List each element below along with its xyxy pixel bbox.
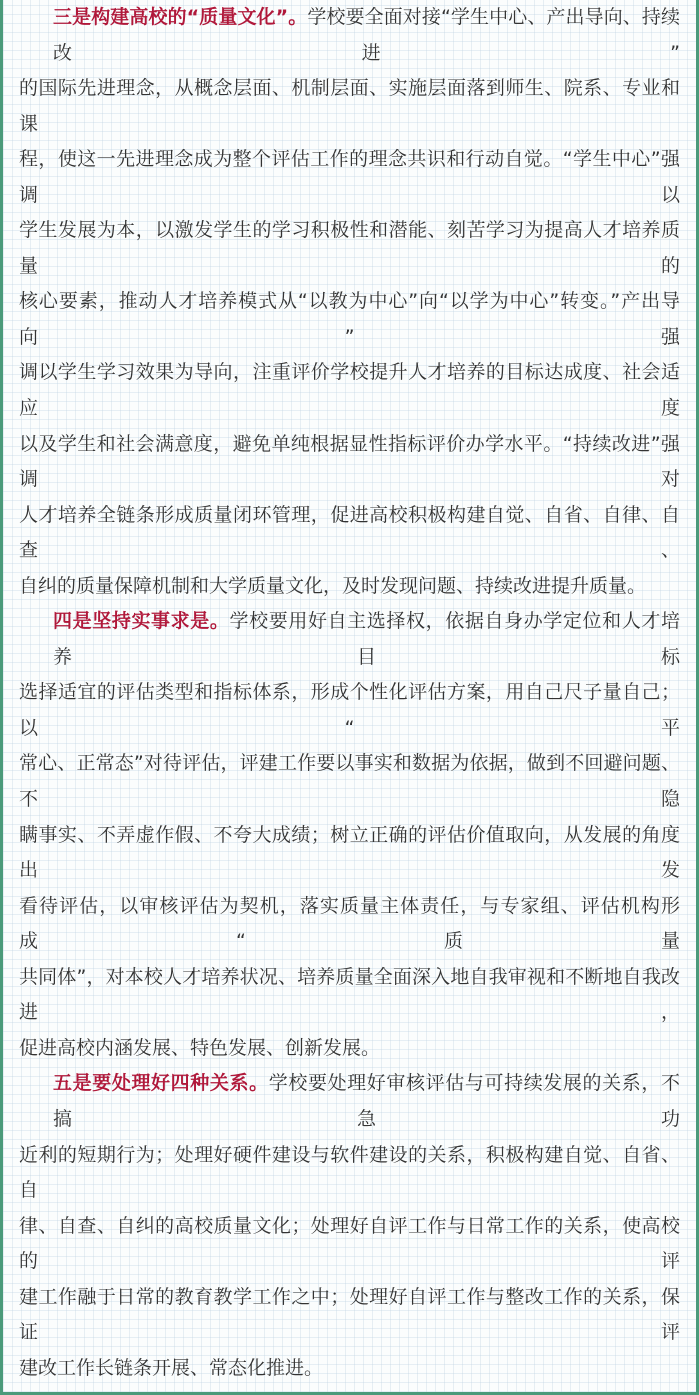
paragraph-text: 建工作融于日常的教育教学工作之中；处理好自评工作与整改工作的关系，保证评 xyxy=(19,1285,680,1344)
text-line xyxy=(19,0,680,71)
paragraph-text: 的国际先进理念，从概念层面、机制层面、实施层面落到师生、院系、专业和课 xyxy=(19,77,680,135)
paragraph-text: 近利的短期行为；处理好硬件建设与软件建设的关系，积极构建自觉、自省、自 xyxy=(19,1143,680,1202)
paragraph-text: 常心、正常态”对待评估，评建工作要以事实和数据为依据，做到不回避问题、不隐 xyxy=(19,752,680,811)
paragraph-text: 核心要素，推动人才培养模式从“以教为中心”向“以学为中心”转变。”产出导向”强 xyxy=(19,290,680,348)
paragraph-text: 以及学生和社会满意度，避免单纯根据显性指标评价办学水平。“持续改进”强调对 xyxy=(19,432,680,491)
paragraph-text: 学生发展为本，以激发学生的学习积极性和潜能、刻苦学习为提高人才培养质量的 xyxy=(19,219,680,277)
paragraph-text: 学校要处理好审核评估与可持续发展的关系，不搞急功 xyxy=(53,1072,680,1130)
paragraph-text: 学校要用好自主选择权，依据自身办学定位和人才培养目标 xyxy=(53,610,680,668)
text-line xyxy=(19,213,680,284)
text-line xyxy=(19,142,680,213)
text-line xyxy=(19,746,680,817)
text-line xyxy=(19,675,680,746)
text-line xyxy=(19,1138,680,1209)
paragraph-text: 促进高校内涵发展、特色发展、创新发展。 xyxy=(19,1036,381,1059)
text-line xyxy=(19,1351,680,1387)
paragraph-text: 自纠的质量保障机制和大学质量文化，及时发现问题、持续改进提升质量。 xyxy=(19,574,647,597)
paragraph-text: 调以学生学习效果为导向，注重评价学校提升人才培养的目标达成度、社会适应度 xyxy=(19,361,680,420)
paragraph-text: 程，使这一先进理念成为整个评估工作的理念共识和行动自觉。“学生中心”强调以 xyxy=(19,148,680,206)
text-line xyxy=(19,818,680,889)
text-line xyxy=(19,498,680,569)
text-line xyxy=(19,1066,680,1137)
paragraph-lead-heading: 三是构建高校的“质量文化”。 xyxy=(53,6,308,28)
text-line xyxy=(19,960,680,1031)
paragraph xyxy=(19,0,680,604)
paragraph-lead-heading: 五是要处理好四种关系。 xyxy=(53,1072,269,1095)
paragraph-text: 律、自查、自纠的高校质量文化；处理好自评工作与日常工作的关系，使高校的评 xyxy=(19,1214,680,1273)
text-line xyxy=(19,1280,680,1351)
paragraph-text: 共同体”，对本校人才培养状况、培养质量全面深入地自我审视和不断地自我改进， xyxy=(19,965,680,1024)
paragraph-text: 选择适宜的评估类型和指标体系，形成个性化评估方案，用自己尺子量自己；以“平 xyxy=(19,681,680,739)
document-body xyxy=(19,0,680,1386)
paragraph xyxy=(19,604,680,1066)
paragraph-text: 看待评估，以审核评估为契机，落实质量主体责任，与专家组、评估机构形成“质量 xyxy=(19,894,680,953)
text-line xyxy=(19,889,680,960)
text-line xyxy=(19,427,680,498)
paragraph-text: 瞒事实、不弄虚作假、不夸大成绩；树立正确的评估价值取向，从发展的角度出发 xyxy=(19,823,680,882)
paragraph-text: 建改工作长链条开展、常态化推进。 xyxy=(19,1356,324,1379)
paragraph xyxy=(19,1066,680,1386)
text-line xyxy=(19,284,680,355)
paragraph-text: 学校要全面对接“学生中心、产出导向、持续改进” xyxy=(53,6,680,64)
paragraph-lead-heading: 四是坚持实事求是。 xyxy=(53,610,230,633)
text-line xyxy=(19,1031,680,1067)
text-line xyxy=(19,355,680,426)
text-line xyxy=(19,1209,680,1280)
paragraph-text: 人才培养全链条形成质量闭环管理，促进高校积极构建自觉、自省、自律、自查、 xyxy=(19,503,680,562)
text-line xyxy=(19,71,680,142)
text-line xyxy=(19,569,680,605)
text-line xyxy=(19,604,680,675)
